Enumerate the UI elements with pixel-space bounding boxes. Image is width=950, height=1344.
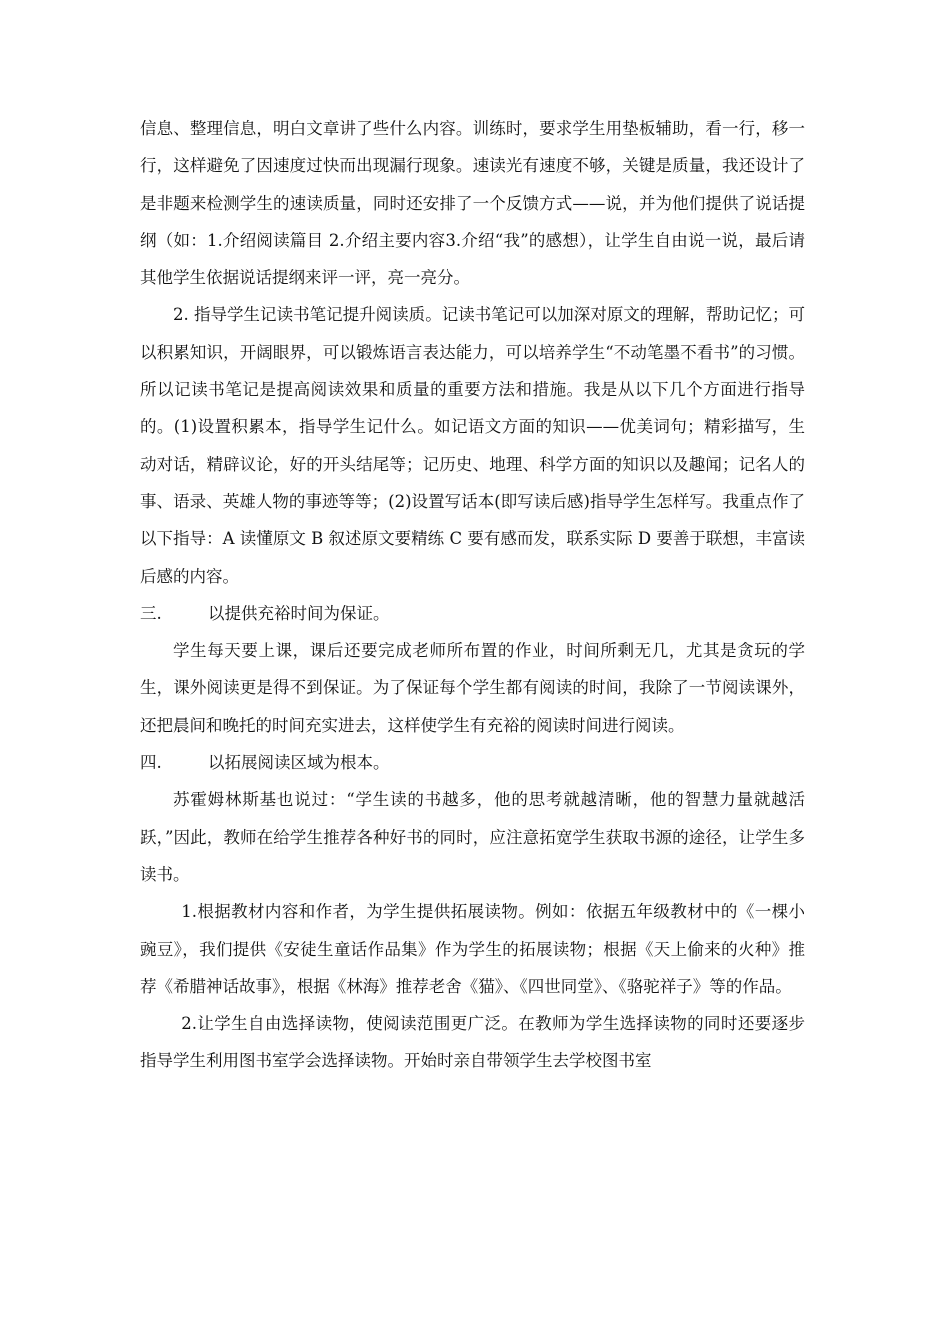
paragraph-extended-reading: 1.根据教材内容和作者，为学生提供拓展读物。例如：依据五年级教材中的《一棵小豌豆》，我们提供《安徒生童话作品集》作为学生的拓展读物；根据《天上偷来的火种》推荐《希腊神话故事》，根据《林海》推荐老舍《猫》、《四世同堂》、《骆驼祥子》等的作品。 — [140, 902, 805, 996]
paragraph-reading-notes: 2. 指导学生记读书笔记提升阅读质。记读书笔记可以加深对原文的理解，帮助记忆；可以积累知识，开阔眼界，可以锻炼语言表达能力，可以培养学生“不动笔墨不看书”的习惯。所以记读书笔记是提高阅读效果和质量的重要方法和措施。我是从以下几个方面进行指导的。(1)设置积累本，指导学生记什么。如记语文方面的知识——优美词句；精彩描写，生动对话，精辟议论，好的开头结尾等；记历史、地理、科学方面的知识以及趣闻；记名人的事、语录、英雄人物的事迹等等；(2)设置写话本(即写读后感)指导学生怎样写。我重点作了以下指导：A 读懂原文 B 叙述原文要精练 C 要有感而发，联系实际 D 要善于联想，丰富读后感的内容。 — [140, 305, 805, 586]
paragraph-free-choice: 2.让学生自由选择读物，使阅读范围更广泛。在教师为学生选择读物的同时还要逐步指导学生利用图书室学会选择读物。开始时亲自带领学生去学校图书室 — [140, 1014, 805, 1071]
section-number-3: 三. — [140, 603, 162, 623]
section-title-3: 以提供充裕时间为保证。 — [208, 603, 390, 623]
document-body — [140, 110, 805, 1080]
section-heading-3 — [140, 595, 805, 632]
section-number-4: 四. — [140, 753, 162, 773]
section-heading-4 — [140, 744, 805, 781]
section-title-4: 以拓展阅读区域为根本。 — [208, 753, 390, 773]
paragraph-quote: 苏霍姆林斯基也说过：“学生读的书越多，他的思考就越清晰，他的智慧力量就越活跃，”因此，教师在给学生推荐各种好书的同时，应注意拓宽学生获取书源的途径，让学生多读书。 — [140, 790, 805, 884]
paragraph-reading-time: 学生每天要上课，课后还要完成老师所布置的作业，时间所剩无几，尤其是贪玩的学生，课外阅读更是得不到保证。为了保证每个学生都有阅读的时间，我除了一节阅读课外，还把晨间和晚托的时间充实进去，这样使学生有充裕的阅读时间进行阅读。 — [140, 641, 805, 735]
paragraph-speed-reading: 信息、整理信息，明白文章讲了些什么内容。训练时，要求学生用垫板辅助，看一行，移一行，这样避免了因速度过快而出现漏行现象。速读光有速度不够，关键是质量，我还设计了是非题来检测学生的速读质量，同时还安排了一个反馈方式——说，并为他们提供了说话提纲（如：1.介绍阅读篇目 2.介绍主要内容3.介绍“我”的感想），让学生自由说一说，最后请其他学生依据说话提纲来评一评，亮一亮分。 — [140, 119, 805, 288]
